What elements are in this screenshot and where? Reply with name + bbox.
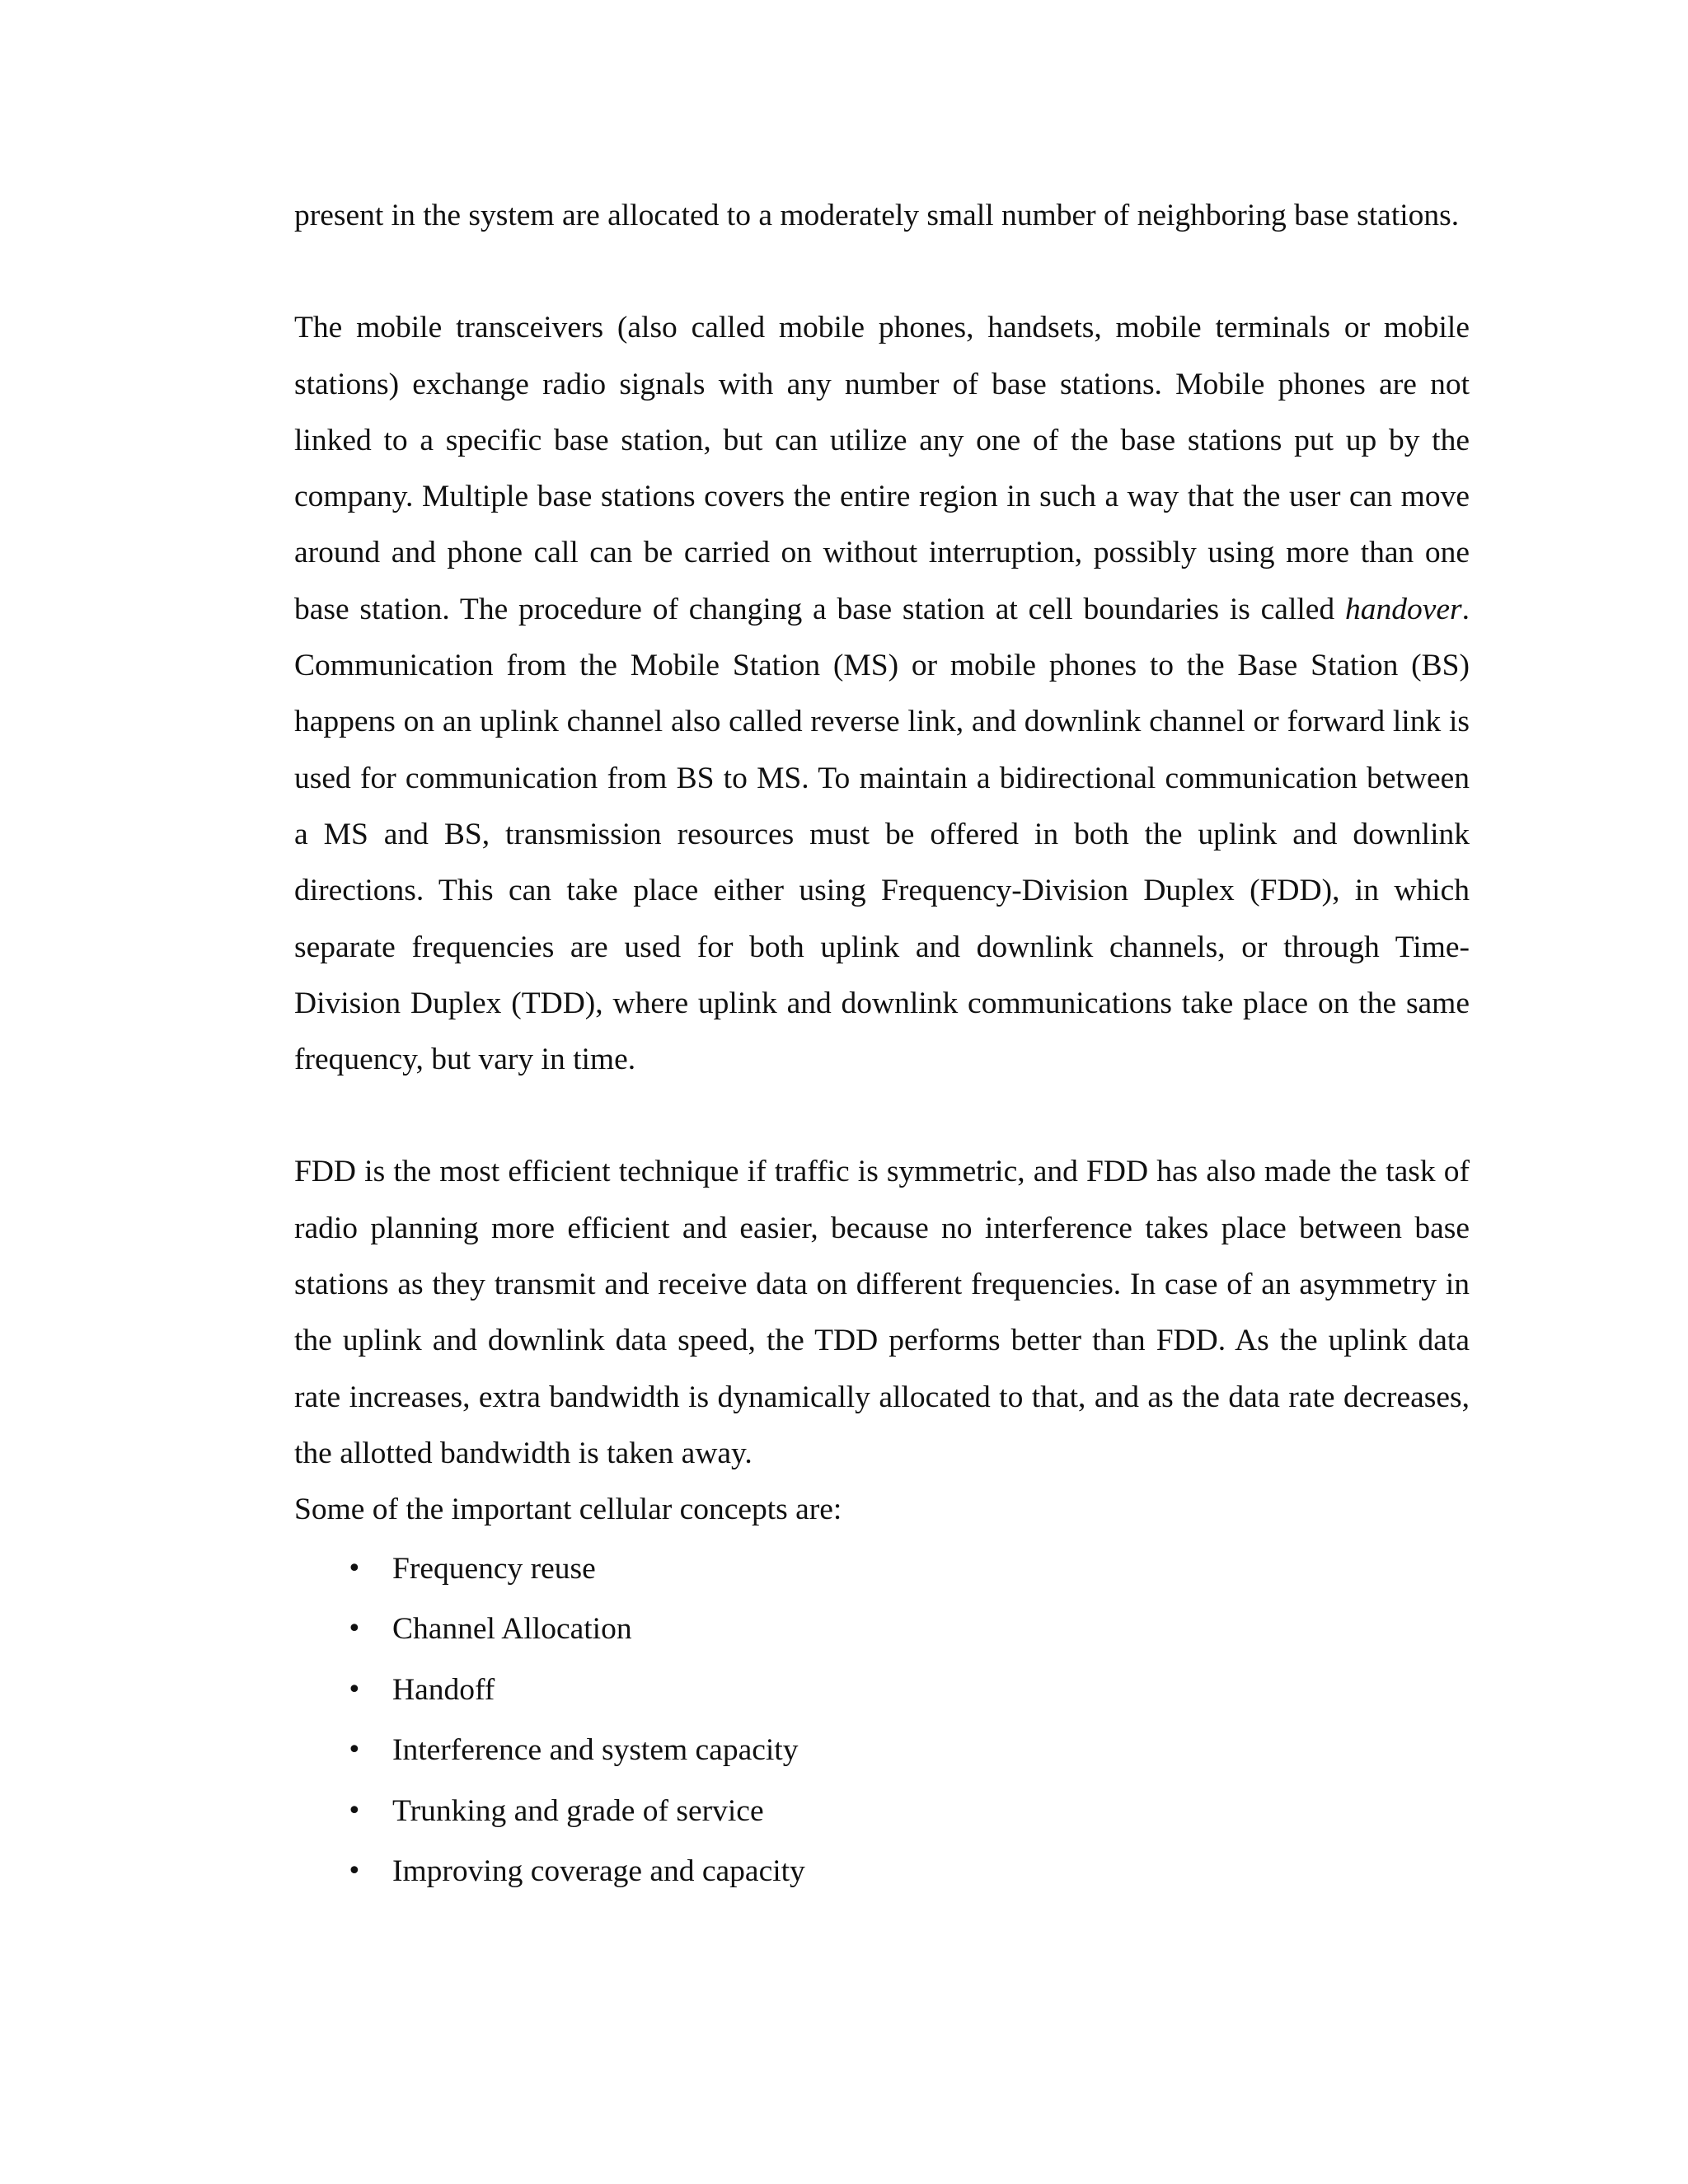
list-item bbox=[294, 1781, 1470, 1842]
concepts-list bbox=[294, 1539, 1470, 1902]
bullet-icon: • bbox=[347, 1857, 362, 1886]
bullet-icon: • bbox=[347, 1615, 362, 1644]
list-item bbox=[294, 1720, 1470, 1781]
document-page bbox=[294, 188, 1470, 1902]
list-item bbox=[294, 1599, 1470, 1660]
list-item bbox=[294, 1660, 1470, 1721]
paragraph-gap bbox=[294, 244, 1470, 300]
list-item-label: Handoff bbox=[392, 1672, 495, 1707]
paragraph-continuation: present in the system are allocated to a moderately small number of neighboring base stations. bbox=[294, 199, 1460, 232]
bullet-icon: • bbox=[347, 1554, 362, 1583]
paragraph-fdd: FDD is the most efficient technique if traffic is symmetric, and FDD has also made the task of radio planning more efficient and easier, because no interference takes place between base stations as they transmit and receive data on different frequencies. In case of an asymmetry in the uplink and downlink data speed, the TDD performs better than FDD. As the uplink data rate increases, extra bandwidth is dynamically allocated to that, and as the data rate decreases, the allotted bandwidth is taken away. bbox=[294, 1155, 1470, 1470]
paragraph-text: . Communication from the Mobile Station (MS) or mobile phones to the Base Station (BS) happens on an uplink channel also called reverse link, and downlink channel or forward link is used for communication from BS to MS. To maintain a bidirectional communication between a MS and BS, transmission resources must be offered in both the uplink and downlink directions. This can take place either using Frequency-Division Duplex (FDD), in which separate frequencies are used for both uplink and downlink channels, or through Time-Division Duplex (TDD), where uplink and downlink communications take place on the same frequency, but vary in time. bbox=[294, 592, 1470, 1077]
list-item-label: Improving coverage and capacity bbox=[392, 1854, 805, 1889]
italic-term-handover: handover bbox=[1344, 592, 1462, 626]
bullet-icon: • bbox=[347, 1736, 362, 1765]
paragraph-concepts-intro: Some of the important cellular concepts are: bbox=[294, 1493, 842, 1527]
list-item bbox=[294, 1841, 1470, 1902]
list-item bbox=[294, 1539, 1470, 1600]
paragraph-gap bbox=[294, 1088, 1470, 1144]
list-item-label: Channel Allocation bbox=[392, 1612, 632, 1647]
paragraph-mobile-transceivers bbox=[294, 300, 1470, 1088]
bullet-icon: • bbox=[347, 1675, 362, 1704]
list-item-label: Interference and system capacity bbox=[392, 1733, 799, 1768]
list-item-label: Frequency reuse bbox=[392, 1551, 596, 1586]
list-item-label: Trunking and grade of service bbox=[392, 1793, 764, 1828]
bullet-icon: • bbox=[347, 1796, 362, 1825]
paragraph-text: The mobile transceivers (also called mobile phones, handsets, mobile terminals or mobile stations) exchange radio signals with any number of base stations. Mobile phones are not linked to a specific base station, but can utilize any one of the base stations put up by the company. Multiple base stations covers the entire region in such a way that the user can move around and phone call can be carried on without interruption, possibly using more than one base station. The procedure of changing a base station at cell boundaries is called bbox=[294, 311, 1470, 626]
